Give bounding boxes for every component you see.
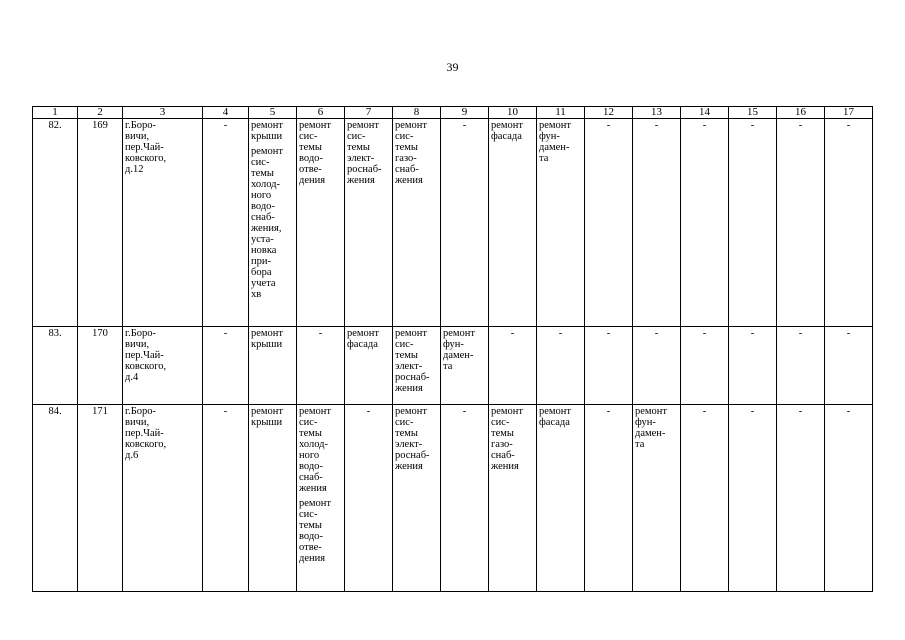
column-header: 4 [203,107,249,119]
table-row [33,327,873,405]
work-item: ремонт фасада [539,406,572,428]
cell [537,119,585,327]
cell [393,405,441,592]
cell: - [777,119,825,327]
work-item: ремонт фун- дамен- та [539,120,572,164]
column-header: 17 [825,107,873,119]
address-cell [123,405,203,592]
work-item: ремонт сис- темы элект- роснаб- жения [347,120,382,186]
cell [249,119,297,327]
row-number: 82. [33,119,78,327]
work-item: ремонт сис- темы водо- отве- дения [299,120,332,186]
work-item: ремонт сис- темы газо- снаб- жения [491,406,524,472]
cell: - [585,119,633,327]
cell: - [585,405,633,592]
cell: - [681,119,729,327]
work-item: ремонт сис- темы холод- ного водо- снаб- жения, уста- новка при- бора учета хв [251,146,284,300]
column-header: 5 [249,107,297,119]
cell: - [777,405,825,592]
page-number: 39 [446,60,459,74]
column-header: 8 [393,107,441,119]
address-text: г.Боро- вичи, пер.Чай- ковского, д.4 [125,328,167,383]
row-number: 83. [33,327,78,405]
column-header: 12 [585,107,633,119]
cell: - [777,327,825,405]
column-header: 14 [681,107,729,119]
cell: - [537,327,585,405]
work-item: ремонт фун- дамен- та [635,406,668,450]
cell [393,119,441,327]
address-text: г.Боро- вичи, пер.Чай- ковского, д.6 [125,406,167,461]
address-cell [123,119,203,327]
column-header: 10 [489,107,537,119]
cell: - [729,119,777,327]
cell [345,119,393,327]
work-item: ремонт фун- дамен- та [443,328,476,372]
cell: - [489,327,537,405]
column-header: 11 [537,107,585,119]
column-header: 7 [345,107,393,119]
cell: - [825,405,873,592]
cell [633,405,681,592]
table-row [33,405,873,592]
cell [537,405,585,592]
object-id: 170 [78,327,123,405]
column-header: 1 [33,107,78,119]
column-header: 3 [123,107,203,119]
work-item: ремонт сис- темы холод- ного водо- снаб- жения [299,406,332,494]
column-header: 9 [441,107,489,119]
cell [297,119,345,327]
work-item: ремонт фасада [347,328,380,350]
cell [249,405,297,592]
cell: - [729,327,777,405]
work-item: ремонт крыши [251,406,284,428]
work-item: ремонт сис- темы водо- отве- дения [299,498,332,564]
cell: - [441,405,489,592]
repair-schedule-table [32,106,873,592]
cell [345,327,393,405]
address-text: г.Боро- вичи, пер.Чай- ковского, д.12 [125,120,167,175]
work-item: ремонт крыши [251,328,284,350]
work-item: ремонт фасада [491,120,524,142]
column-header: 2 [78,107,123,119]
cell: - [297,327,345,405]
work-item: ремонт сис- темы газо- снаб- жения [395,120,428,186]
cell [489,119,537,327]
cell: - [203,327,249,405]
cell: - [203,119,249,327]
cell [249,327,297,405]
header-row [33,107,873,119]
cell [489,405,537,592]
column-header: 13 [633,107,681,119]
column-header: 6 [297,107,345,119]
column-header: 15 [729,107,777,119]
cell: - [203,405,249,592]
address-cell [123,327,203,405]
cell: - [441,119,489,327]
work-item: ремонт сис- темы элект- роснаб- жения [395,406,430,472]
table-row [33,119,873,327]
cell: - [729,405,777,592]
cell: - [633,327,681,405]
cell [441,327,489,405]
cell: - [633,119,681,327]
work-item: ремонт сис- темы элект- роснаб- жения [395,328,430,394]
work-item: ремонт крыши [251,120,284,142]
cell: - [585,327,633,405]
object-id: 171 [78,405,123,592]
cell: - [345,405,393,592]
row-number: 84. [33,405,78,592]
cell: - [681,405,729,592]
cell: - [825,119,873,327]
object-id: 169 [78,119,123,327]
cell: - [825,327,873,405]
cell [393,327,441,405]
cell: - [681,327,729,405]
cell [297,405,345,592]
column-header: 16 [777,107,825,119]
